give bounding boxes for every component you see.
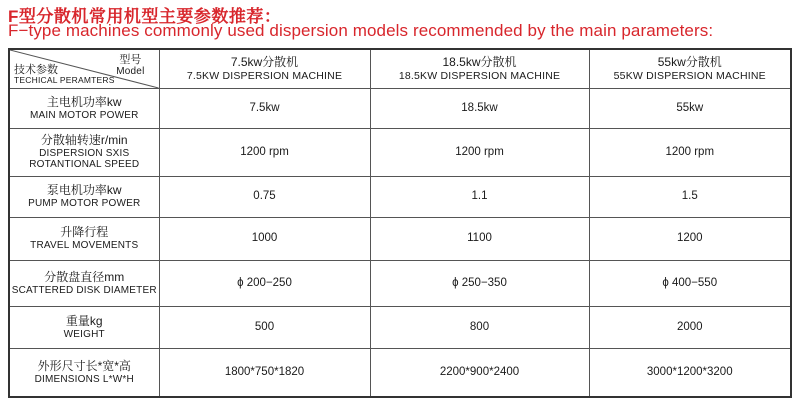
value-cell: ϕ 200−250 [159, 261, 370, 307]
table-row-disk-diameter [9, 261, 791, 307]
table-row-pump-motor-power [9, 177, 791, 218]
model-header-7-5kw [159, 49, 370, 89]
row-label-en: SCATTERED DISK DIAMETER [11, 284, 157, 296]
row-label-cn: 重量kg [65, 313, 103, 328]
heading-chinese: F型分散机常用机型主要参数推荐： [8, 7, 282, 26]
value-cell: 1100 [370, 218, 589, 261]
row-label-cell [9, 177, 159, 218]
value-cell: 800 [370, 307, 589, 349]
row-label-en: TRAVEL MOVEMENTS [30, 240, 139, 252]
value-cell: 1200 rpm [589, 129, 791, 177]
model-header-en: 18.5KW DISPERSION MACHINE [398, 69, 561, 82]
value-cell: 1800*750*1820 [159, 349, 370, 398]
value-cell: 3000*1200*3200 [589, 349, 791, 398]
row-label-cell [9, 89, 159, 129]
value-cell: 500 [159, 307, 370, 349]
table-row-dispersion-speed [9, 129, 791, 177]
row-label-cell [9, 218, 159, 261]
row-label-cn: 升降行程 [60, 225, 109, 240]
row-label-en: MAIN MOTOR POWER [29, 109, 139, 121]
row-label-cell [9, 261, 159, 307]
model-header-en: 7.5KW DISPERSION MACHINE [186, 69, 343, 82]
corner-header-cell [9, 49, 159, 89]
table-row-main-motor-power [9, 89, 791, 129]
parameter-table [8, 48, 792, 398]
corner-model-cn: 型号 [119, 54, 142, 66]
parameter-table-container [8, 48, 790, 398]
row-label-cell [9, 307, 159, 349]
table-row-dimensions [9, 349, 791, 398]
value-cell: 7.5kw [159, 89, 370, 129]
row-label-cn: 泵电机功率kw [46, 183, 122, 198]
value-cell: 1.5 [589, 177, 791, 218]
heading-english: F−type machines commonly used dispersion models recommended by the main parameters: [8, 21, 714, 40]
row-label-en: WEIGHT [63, 328, 105, 340]
value-cell: 0.75 [159, 177, 370, 218]
value-cell: 2200*900*2400 [370, 349, 589, 398]
model-header-cn: 55kw分散机 [657, 55, 722, 70]
value-cell: ϕ 250−350 [370, 261, 589, 307]
corner-model-en: Model [116, 66, 145, 78]
model-header-cn: 18.5kw分散机 [442, 55, 517, 70]
value-cell: 2000 [589, 307, 791, 349]
value-cell: 55kw [589, 89, 791, 129]
model-header-en: 55KW DISPERSION MACHINE [613, 69, 766, 82]
row-label-en: PUMP MOTOR POWER [28, 198, 141, 210]
model-header-18-5kw [370, 49, 589, 89]
table-row-travel-movements [9, 218, 791, 261]
row-label-en: DISPERSION SXIS ROTANTIONAL SPEED [29, 147, 140, 171]
row-label-cell [9, 349, 159, 398]
table-row-weight [9, 307, 791, 349]
row-label-cn: 主电机功率kw [46, 94, 122, 109]
model-header-55kw [589, 49, 791, 89]
row-label-en: DIMENSIONS L*W*H [34, 373, 134, 385]
corner-param-label [14, 64, 115, 85]
row-label-cn: 分散盘直径mm [44, 269, 125, 284]
model-header-cn: 7.5kw分散机 [230, 55, 299, 70]
row-label-cell [9, 129, 159, 177]
value-cell: 1.1 [370, 177, 589, 218]
value-cell: ϕ 400−550 [589, 261, 791, 307]
value-cell: 1200 rpm [159, 129, 370, 177]
value-cell: 1200 [589, 218, 791, 261]
corner-param-cn: 技术参数 [14, 63, 58, 76]
value-cell: 18.5kw [370, 89, 589, 129]
corner-model-label [116, 54, 144, 77]
corner-param-en: TECHICAL PERAMTERS [14, 74, 115, 85]
value-cell: 1000 [159, 218, 370, 261]
row-label-cn: 分散轴转速r/min [40, 133, 128, 148]
row-label-cn: 外形尺寸长*宽*高 [37, 358, 131, 373]
table-header-row [9, 49, 791, 89]
value-cell: 1200 rpm [370, 129, 589, 177]
